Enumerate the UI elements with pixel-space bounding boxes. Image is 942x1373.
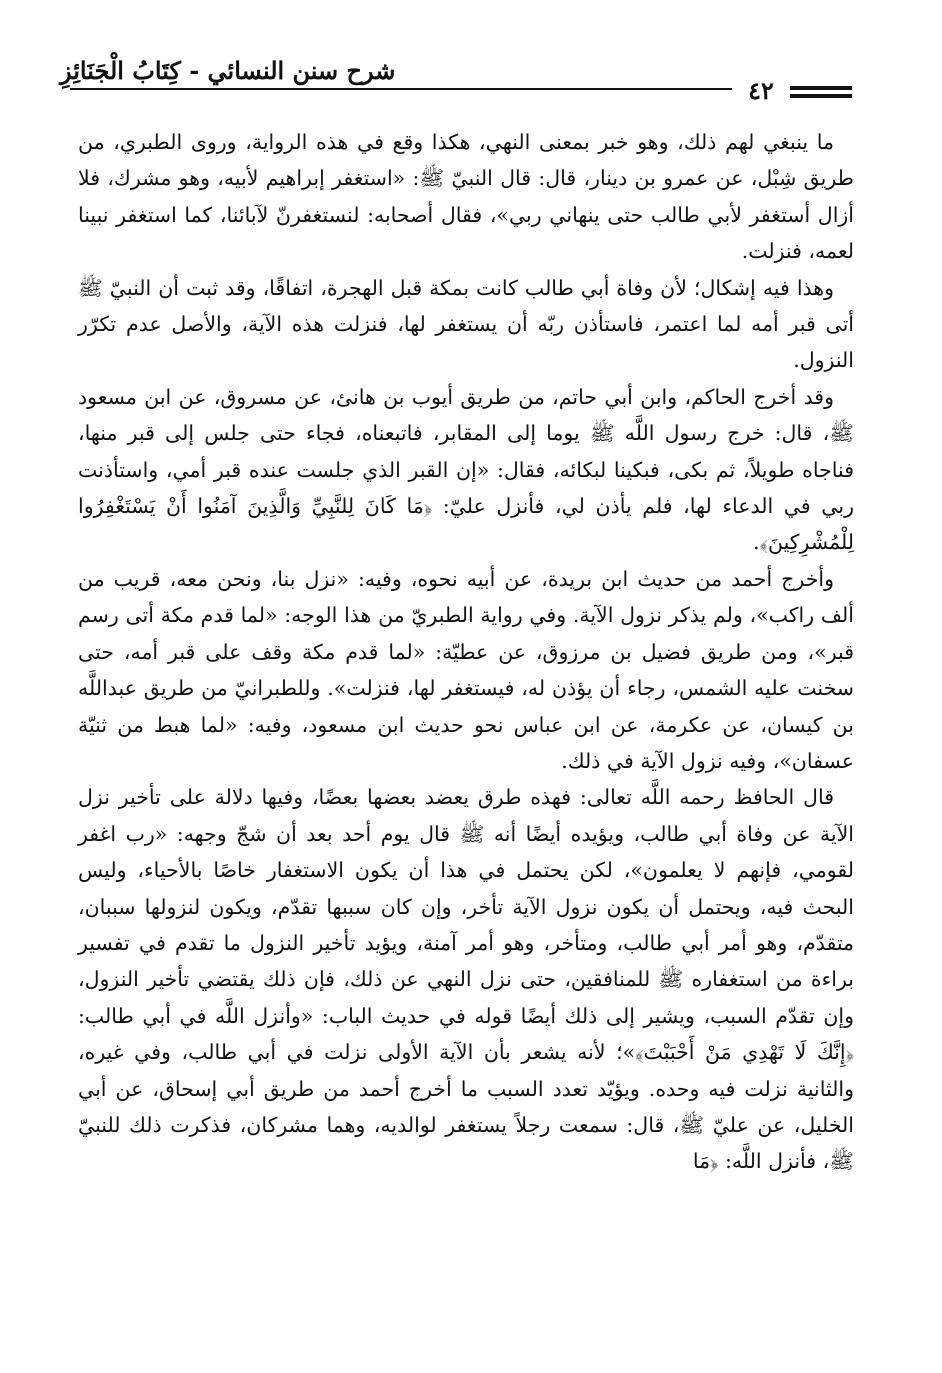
paragraph: ما ينبغي لهم ذلك، وهو خبر بمعنى النهي، هكذا وقع في هذه الرواية، وروى الطبري، من طريق شِبْل، عن عمرو بن دينار، قال: قال النبيّ ﷺ: «استغفر إبراهيم لأبيه، وهو مشرك، فلا أزال أستغفر لأبي طالب حتى ينهاني ربي»، فقال أصحابه: لنستغفرنّ لآبائنا، كما استغفر نبينا لعمه، فنزلت. xyxy=(78,130,854,264)
header-corner-rules xyxy=(790,86,852,102)
header-rule xyxy=(70,88,732,90)
paragraph: وأخرج أحمد من حديث ابن بريدة، عن أبيه نحوه، وفيه: «نزل بنا، ونحن معه، قريب من ألف راكب»، ولم يذكر نزول الآية. وفي رواية الطبريّ من هذا الوجه: «لما قدم مكة أتى رسم قبر»، ومن طريق فضيل بن مرزوق، عن عطيّة: «لما قدم مكة وقف على قبر أمه، حتى سخنت عليه الشمس، رجاء أن يؤذن له، فيستغفر لها، فنزلت». وللطبرانيّ من طريق عبداللَّه بن كيسان، عن عكرمة، عن ابن عباس نحو حديث ابن مسعود، وفيه: «لما هبط من ثنيّة عسفان»، وفيه نزول الآية في ذلك. xyxy=(78,566,854,773)
page-number: ٤٢ xyxy=(736,76,786,105)
paragraph: وقد أخرج الحاكم، وابن أبي حاتم، من طريق أيوب بن هانئ، عن مسروق، عن ابن مسعود ﷺ، قال: خرج رسول اللَّه ﷺ يوما إلى المقابر، فاتبعناه، فجاء حتى جلس إلى قبر منها، فناجاه طويلاً، ثم بكى، فبكينا لبكائه، فقال: «إن القبر الذي جلست عنده قبر أمي، واستأذنت ربي في الدعاء لها، فلم يأذن لي، فأنزل عليّ: ﴿مَا كَانَ لِلنَّبِيِّ وَالَّذِينَ آمَنُوا أَنْ يَسْتَغْفِرُوا لِلْمُشْرِكِينَ﴾. xyxy=(78,384,854,555)
paragraph: قال الحافظ رحمه اللَّه تعالى: فهذه طرق يعضد بعضها بعضًا، وفيها دلالة على تأخير نزل الآية عن وفاة أبي طالب، ويؤيده أيضًا أنه ﷺ قال يوم أحد بعد أن شجّ وجهه: «رب اغفر لقومي، فإنهم لا يعلمون»، لكن يحتمل في هذا أن يكون الاستغفار خاصًا بالأحياء، وليس البحث فيه، ويحتمل أن يكون نزول الآية تأخر، وإن كان سببها تقدّم، ويكون لنزولها سببان، متقدّم، وهو أمر أبي طالب، ومتأخر، وهو أمر آمنة، ويؤيد تأخير النزول ما تقدم في تفسير براءة من استغفاره ﷺ للمنافقين، حتى نزل النهي عن ذلك، فإن ذلك يقتضي تأخير النزول، وإن تقدّم السبب، ويشير إلى ذلك أيضًا قوله في حديث الباب: «وأنزل اللَّه في أبي طالب: ﴿إِنَّكَ لَا تَهْدِي مَنْ أَحْبَبْتَ﴾»؛ لأنه يشعر بأن الآية الأولى نزلت في أبي طالب، وفي غيره، والثانية نزلت فيه وحده. ويؤيّد تعدد السبب ما أخرج أحمد من طريق أبي إسحاق، عن أبي الخليل، عن عليّ ﷺ، قال: سمعت رجلاً يستغفر لوالديه، وهما مشركان، فذكرت ذلك للنبيّ ﷺ، فأنزل اللَّه: ﴿مَا xyxy=(78,785,854,1174)
body-text xyxy=(78,124,854,1180)
paragraph: وهذا فيه إشكال؛ لأن وفاة أبي طالب كانت بمكة قبل الهجرة، اتفاقًا، وقد ثبت أن النبيّ ﷺ أتى قبر أمه لما اعتمر، فاستأذن ربّه أن يستغفر لها، فنزلت هذه الآية، والأصل عدم تكرّر النزول. xyxy=(78,275,855,373)
running-header-title: شرح سنن النسائي - كِتَابُ الْجَنَائِزِ xyxy=(60,56,396,85)
